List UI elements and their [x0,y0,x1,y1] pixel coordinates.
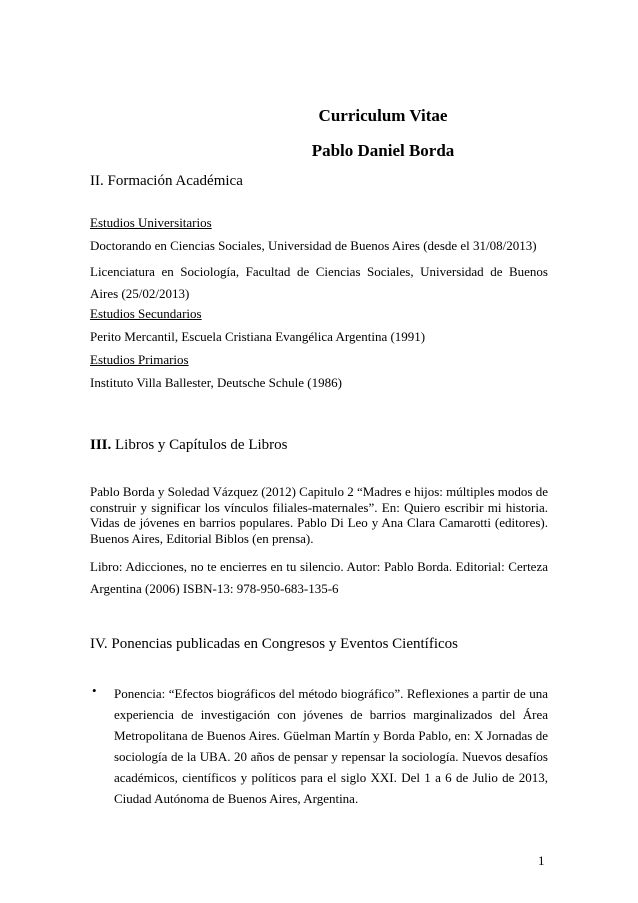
page-number: 1 [538,853,545,868]
section-title: Libros y Capítulos de Libros [115,437,288,453]
licenciatura-entry: Licenciatura en Sociología, Facultad de Ciencias Sociales, Universidad de Buenos Aires (25/02/2013) [90,264,548,301]
section-heading-formacion: II. Formación Académica [90,173,243,189]
label-estudios-universitarios: Estudios Universitarios [90,215,212,230]
book-chapter-entry: Pablo Borda y Soledad Vázquez (2012) Capitulo 2 “Madres e hijos: múltiples modos de construir y significar los vínculos filiales-maternales”. En: Quiero escribir mi historia. Vidas de jóvenes en barrios populares. Pablo Di Leo y Ana Clara Camarotti (editores). Buenos Aires, Editorial Biblos (en prensa). [90,484,548,546]
section-heading-ponencias: IV. Ponencias publicadas en Congresos y Eventos Científicos [90,636,458,652]
label-estudios-secundarios: Estudios Secundarios [90,306,202,321]
section-heading-libros [90,437,288,454]
document-title: Curriculum Vitae [318,106,448,125]
ponencia-text: Ponencia: “Efectos biográficos del método biográfico”. Reflexiones a partir de una experiencia de investigación con jóvenes de barrios marginalizados del Área Metropolitana de Buenos Aires. Güelman Martín y Borda Pablo, en: X Jornadas de sociología de la UBA. 20 años de pensar y repensar la sociología. Nuevos desafíos académicos, científicos y políticos para el siglo XXI. Del 1 a 6 de Julio de 2013, Ciudad Autónoma de Buenos Aires, Argentina. [114,686,548,806]
doctorado-entry: Doctorando en Ciencias Sociales, Universidad de Buenos Aires (desde el 31/08/2013) [90,238,537,253]
label-estudios-primarios: Estudios Primarios [90,352,189,367]
author-name: Pablo Daniel Borda [311,141,455,160]
primario-entry: Instituto Villa Ballester, Deutsche Schule (1986) [90,375,342,390]
secundario-entry: Perito Mercantil, Escuela Cristiana Evangélica Argentina (1991) [90,329,426,344]
bullet-icon: • [92,683,97,698]
section-number: III. [90,437,112,453]
book-entry: Libro: Adicciones, no te encierres en tu silencio. Autor: Pablo Borda. Editorial: Certeza Argentina (2006) ISBN-13: 978-950-683-135-6 [90,559,548,596]
